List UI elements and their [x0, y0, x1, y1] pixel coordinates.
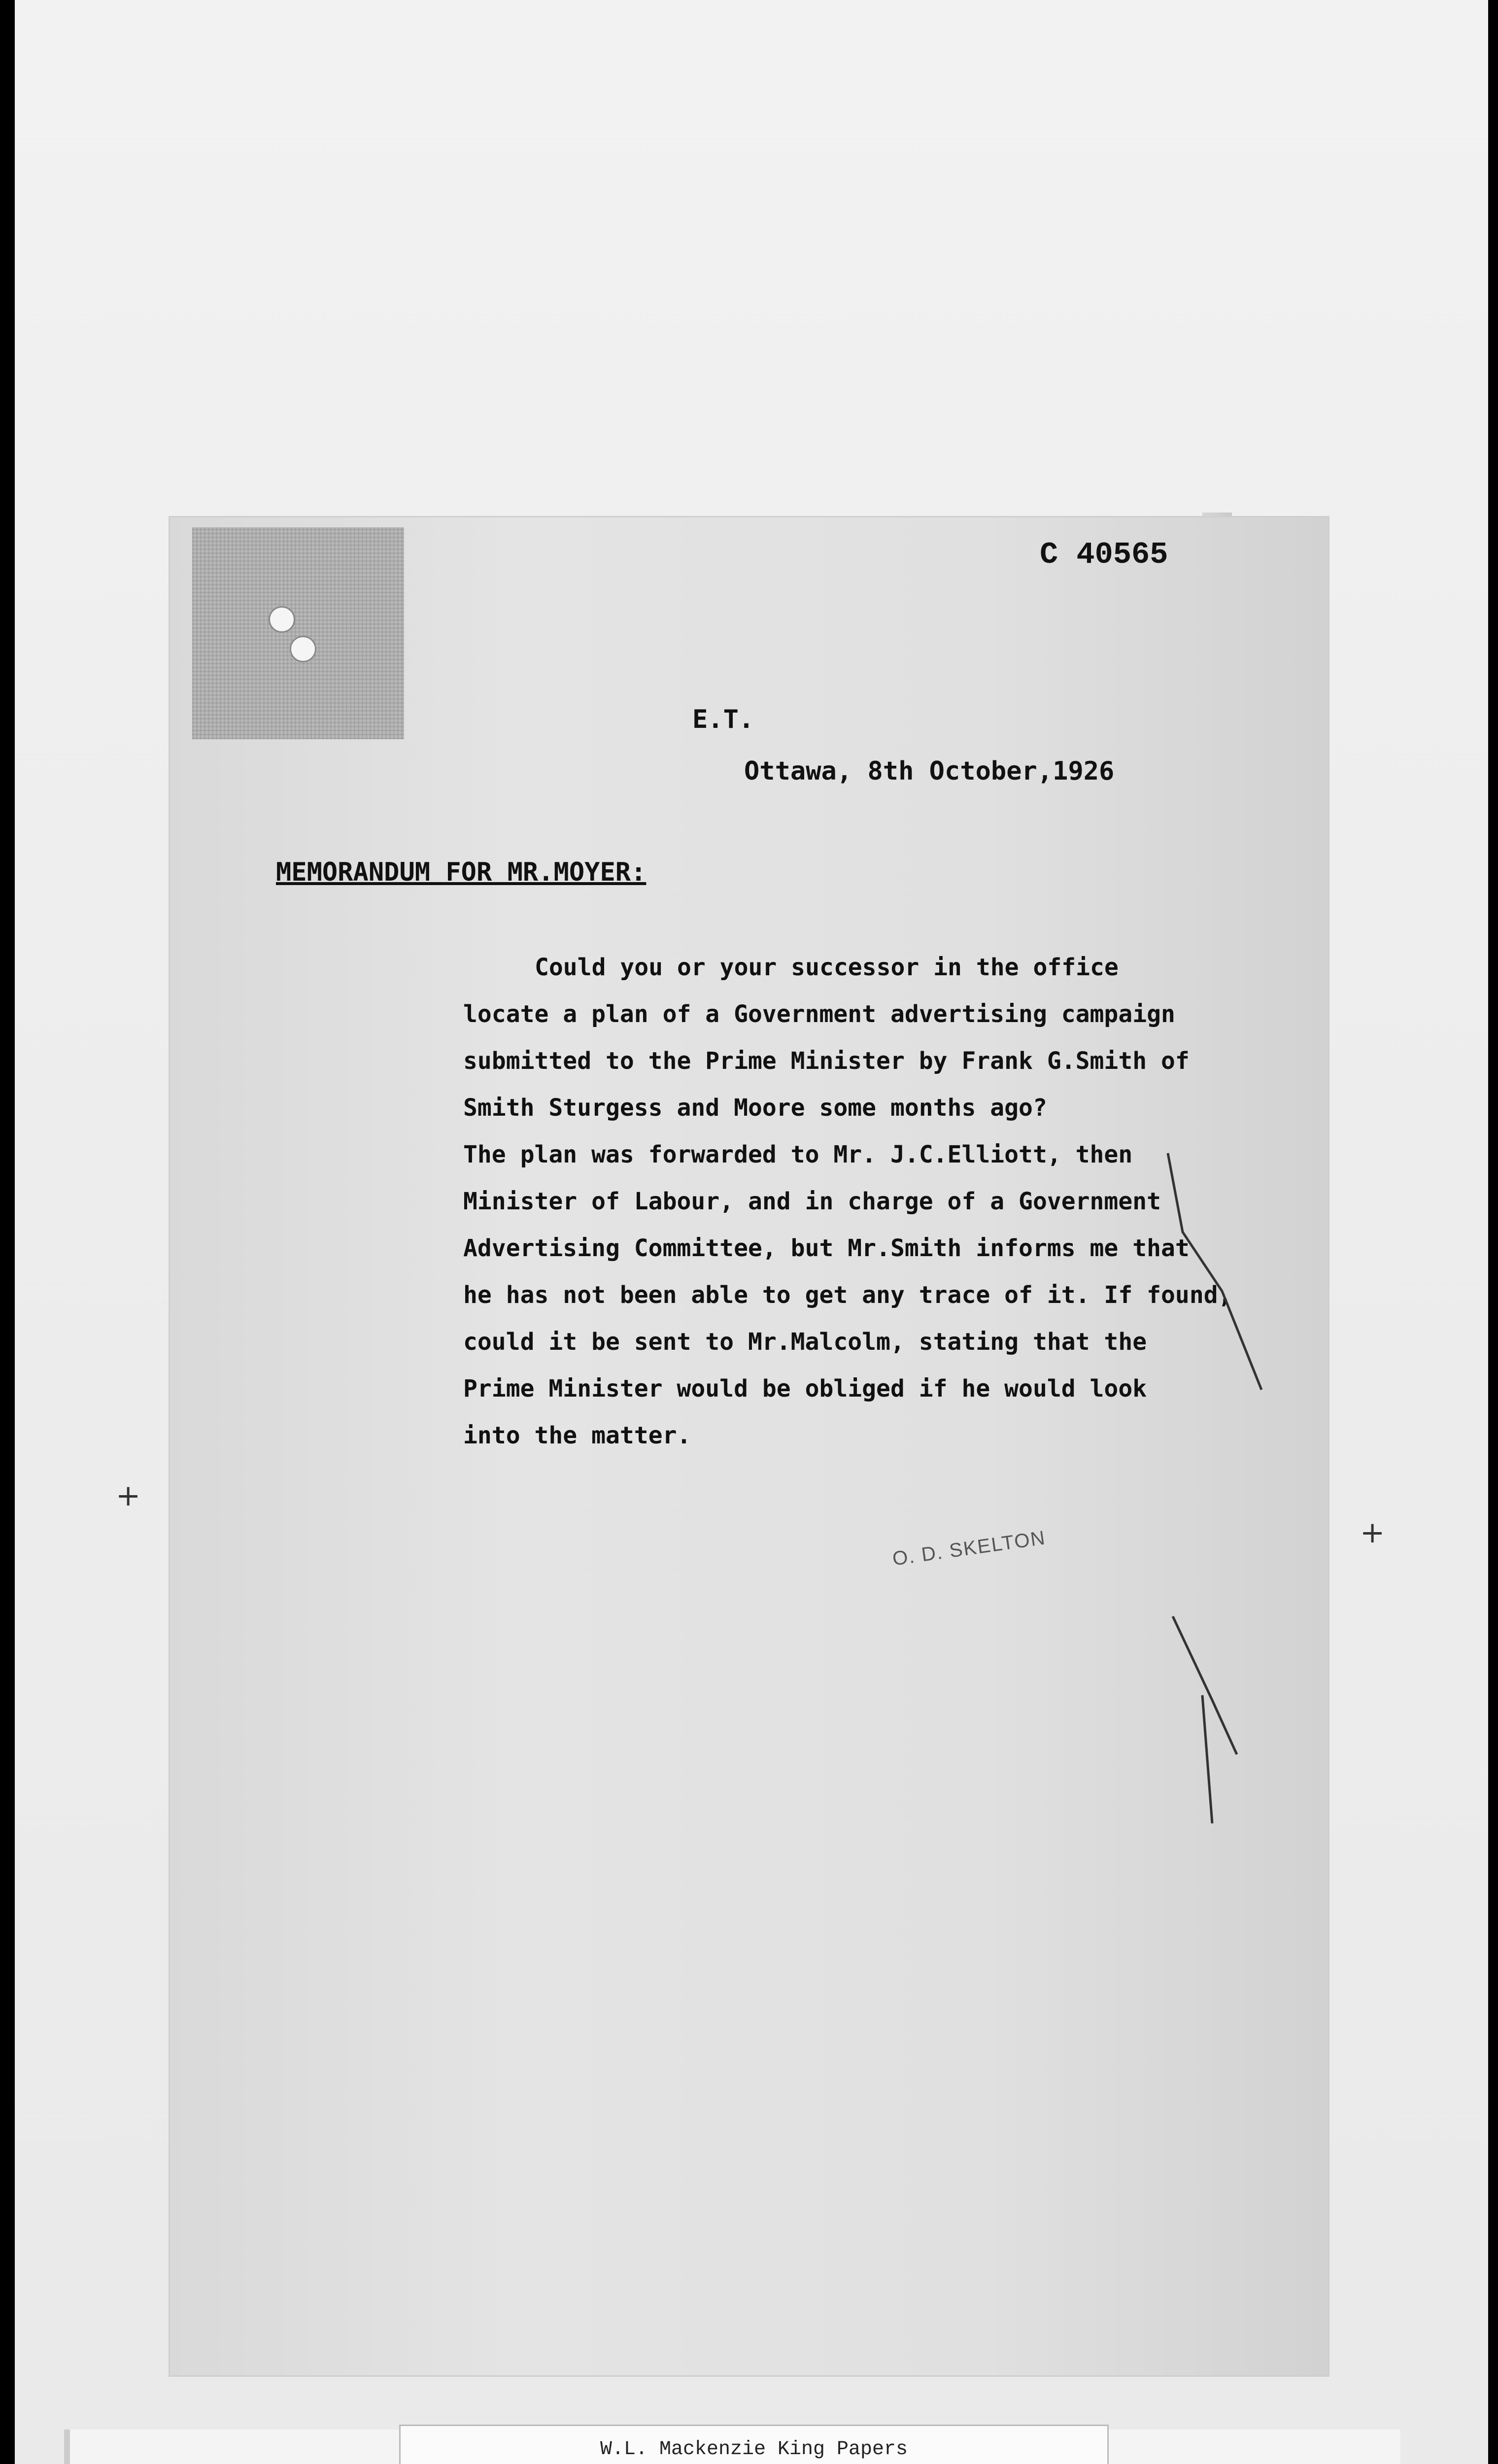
dateline: Ottawa, 8th October,1926: [744, 756, 1115, 786]
crosshair-mark: +: [116, 1478, 141, 1513]
body-line: Prime Minister would be obliged if he would look: [463, 1375, 1147, 1403]
punch-hole: [269, 606, 295, 633]
body-line: could it be sent to Mr.Malcolm, stating that the: [463, 1328, 1147, 1356]
tape-patch: [192, 527, 404, 739]
body-line: Minister of Labour, and in charge of a Government: [463, 1188, 1161, 1215]
catalog-number: C 40565: [1040, 537, 1168, 572]
body-line: Smith Sturgess and Moore some months ago?: [463, 1094, 1047, 1122]
memo-heading: MEMORANDUM FOR MR.MOYER:: [276, 857, 647, 887]
crosshair-mark: +: [1360, 1515, 1385, 1550]
body-line: Could you or your successor in the office: [535, 954, 1119, 981]
initials: E.T.: [692, 705, 754, 734]
collection-label-line1: W.L. Mackenzie King Papers: [600, 2438, 908, 2461]
signature-stamp: O. D. SKELTON: [891, 1527, 1047, 1570]
body-line: Advertising Committee, but Mr.Smith informs me that: [463, 1234, 1190, 1262]
punch-hole: [290, 636, 316, 662]
body-line: submitted to the Prime Minister by Frank G.Smith of: [463, 1047, 1190, 1075]
body-line: locate a plan of a Government advertising campaign: [463, 1000, 1175, 1028]
pencil-marks: [1153, 1133, 1281, 1873]
collection-label: [399, 2425, 1109, 2464]
body-line: he has not been able to get any trace of it. If found,: [463, 1281, 1232, 1309]
body-line: into the matter.: [463, 1422, 691, 1449]
body-line: The plan was forwarded to Mr. J.C.Elliott, then: [463, 1141, 1133, 1168]
